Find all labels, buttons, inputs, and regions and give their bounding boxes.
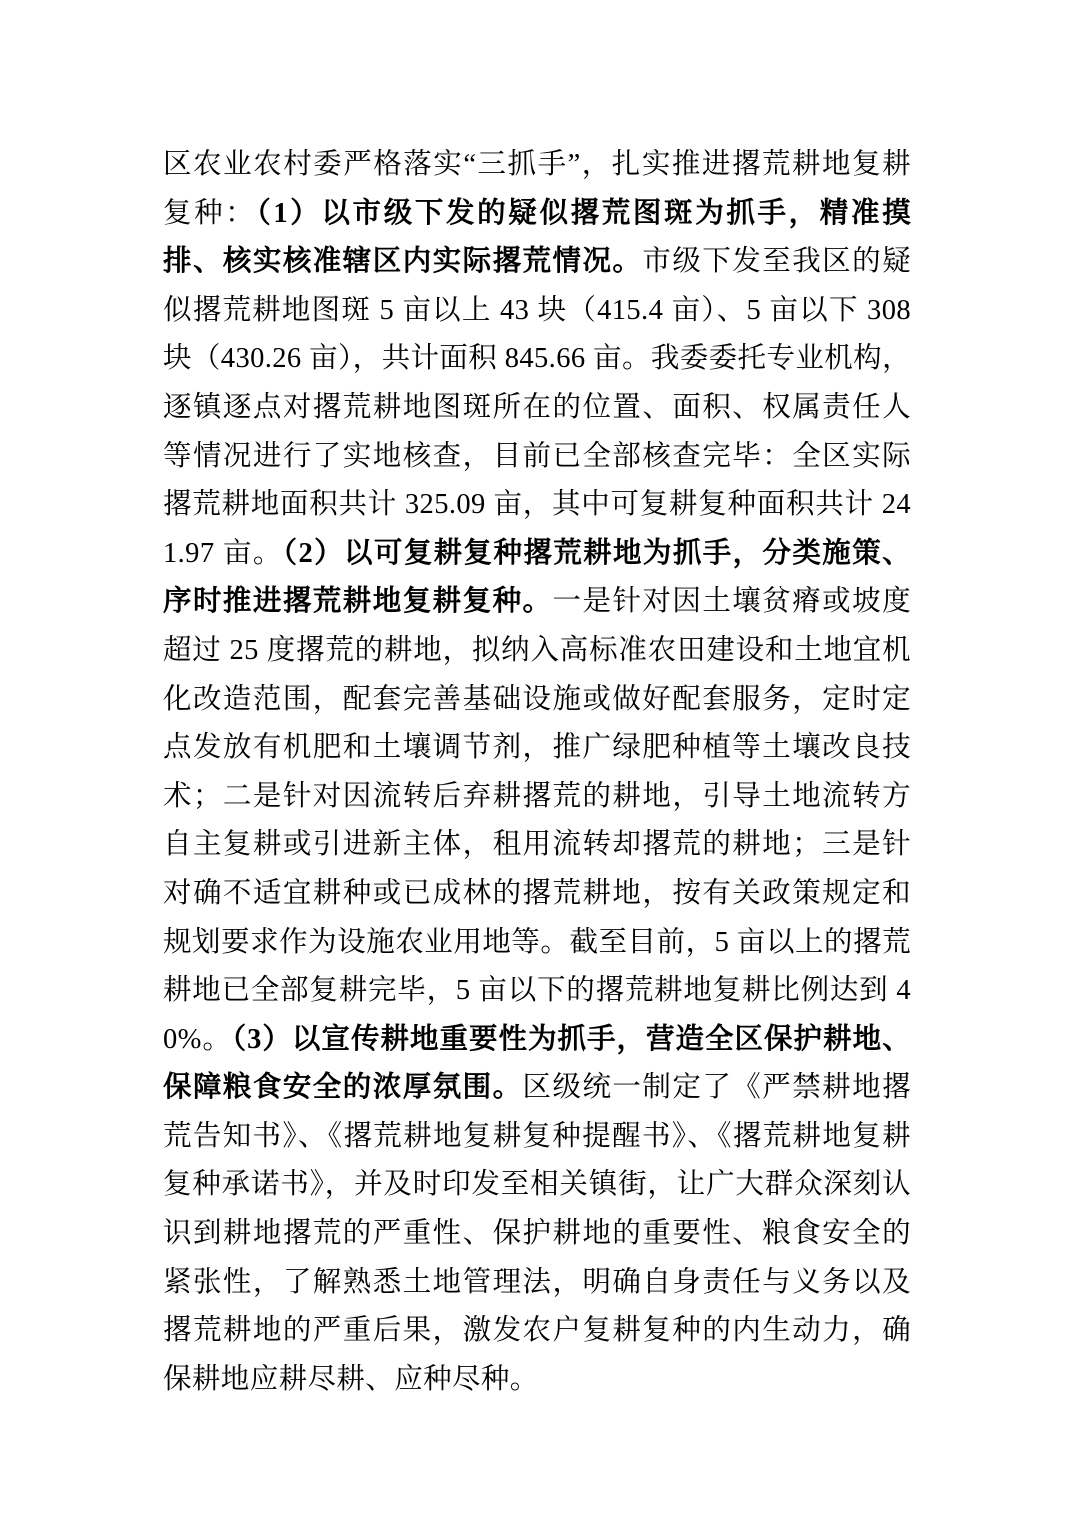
text-run-intro: 区农业农村委严格落实“三抓手”，扎实推进撂荒耕地复耕复种：: [163, 149, 911, 229]
text-run-body-3: 区级统一制定了《严禁耕地撂荒告知书》、《撂荒耕地复耕复种提醒书》、《撂荒耕地复耕复种承诺书》，并及时印发至相关镇街，让广大群众深刻认识到耕地撂荒的严重性、保护耕地的重要性、粮食安全的紧张性，了解熟悉土地管理法，明确自身责任与义务以及撂荒耕地的严重后果，激发农户复耕复种的内生动力，确保耕地应耕尽耕、应种尽种。: [163, 1072, 911, 1395]
body-paragraph: [163, 141, 911, 1404]
text-run-body-2: 一是针对因土壤贫瘠或坡度超过 25 度撂荒的耕地，拟纳入高标准农田建设和土地宜机化改造范围，配套完善基础设施或做好配套服务，定时定点发放有机肥和土壤调节剂，推广绿肥种植等土壤改良技术；二是针对因流转后弃耕撂荒的耕地，引导土地流转方自主复耕或引进新主体，租用流转却撂荒的耕地；三是针对确不适宜耕种或已成林的撂荒耕地，按有关政策规定和规划要求作为设施农业用地等。截至目前，5 亩以上的撂荒耕地已全部复耕完毕，5 亩以下的撂荒耕地复耕比例达到 40%。: [163, 586, 911, 1055]
text-run-heading-3: （3）以宣传耕地重要性为抓手，营造全区保护耕地、保障粮食安全的浓厚氛围。: [163, 1023, 911, 1104]
text-run-body-1: 市级下发至我区的疑似撂荒耕地图斑 5 亩以上 43 块（415.4 亩）、5 亩以下 308 块（430.26 亩），共计面积 845.66 亩。我委委托专业机构，逐镇逐点对撂荒耕地图斑所在的位置、面积、权属责任人等情况进行了实地核查，目前已全部核查完毕：全区实际撂荒耕地面积共计 325.09 亩，其中可复耕复种面积共计 241.97 亩。: [163, 246, 911, 569]
text-run-heading-2: （2）以可复耕复种撂荒耕地为抓手，分类施策、序时推进撂荒耕地复耕复种。: [163, 537, 911, 618]
text-run-heading-1: （1）以市级下发的疑似撂荒图斑为抓手，精准摸排、核实核准辖区内实际撂荒情况。: [163, 197, 911, 278]
